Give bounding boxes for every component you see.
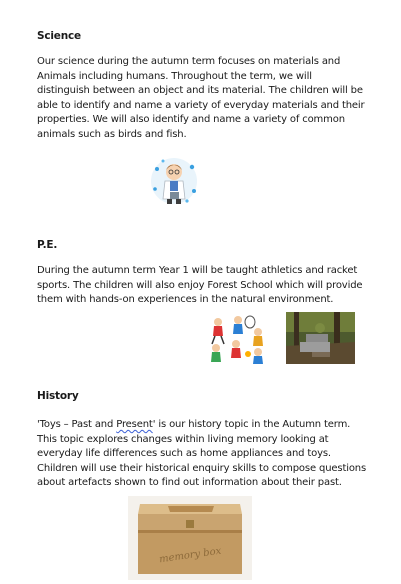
sports-children-clipart-image [206,314,268,364]
memory-box-photo [128,496,252,580]
history-paragraph: 'Toys – Past and Present' is our history topic in the Autumn term. This topic explores changes within living memory looking at everyday life differences such as home appliances and toys. Children will use their historical enquiry skills to compose questions about artefacts shown to find out information about their past. [37,419,367,489]
pe-paragraph: During the autumn term Year 1 will be taught athletics and racket sports. The children will also enjoy Forest School which will provide them with hands-on experiences in the natural environment. [37,265,363,306]
spellcheck-underlined-word: Present [116,419,153,430]
pe-heading: P.E. [37,239,58,251]
memory-box-carved-text: memory box [158,545,222,566]
forest-school-photo [286,312,355,364]
science-paragraph: Our science during the autumn term focuses on materials and Animals including humans. Throughout the term, we will distinguish between an object and its material. The children will be able to identify and name a variety of everyday materials and their properties. We will also identify and name a variety of common animals such as birds and fish. [37,56,365,140]
history-heading: History [37,390,79,402]
scientist-clipart-image [149,155,199,207]
science-heading: Science [37,30,81,42]
